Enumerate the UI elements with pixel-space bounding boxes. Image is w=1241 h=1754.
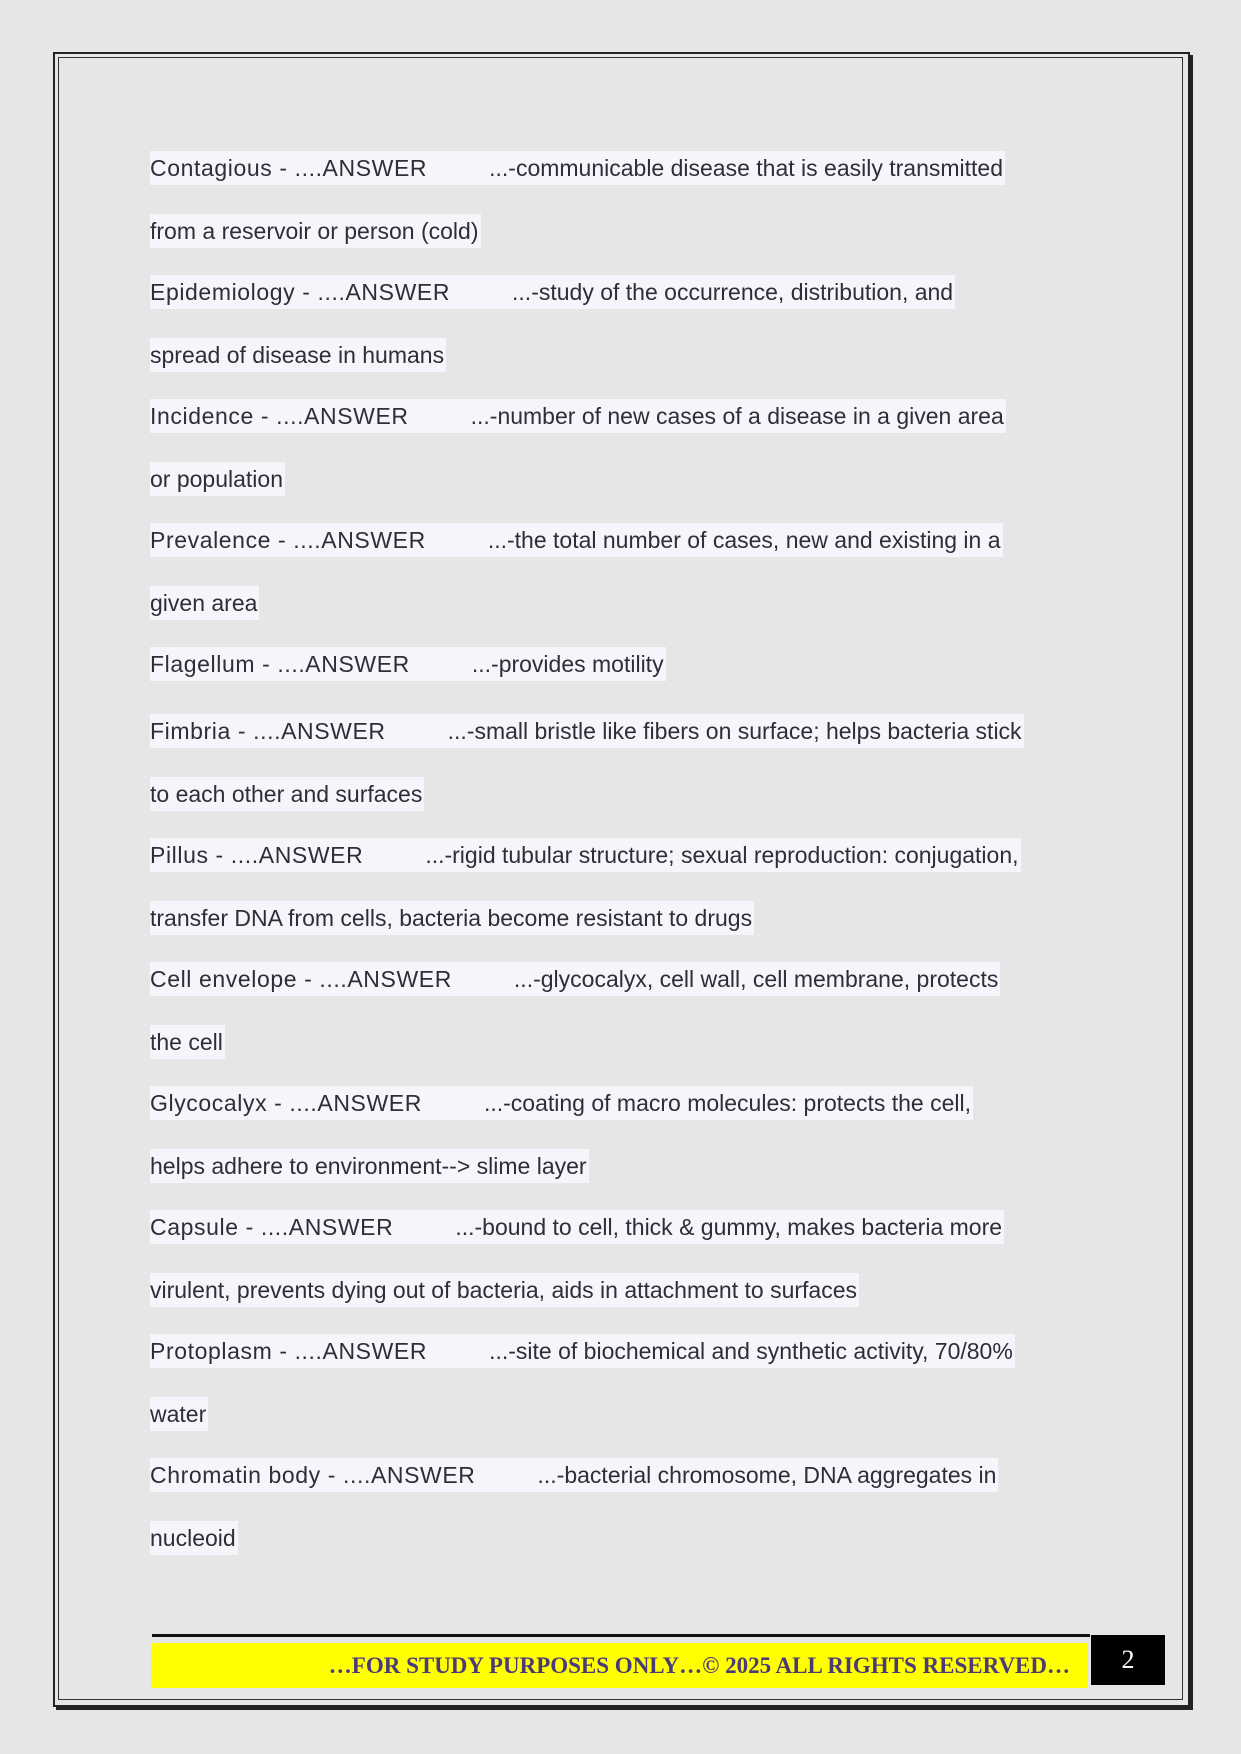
entry-line (150, 1086, 973, 1120)
entry-answer: ...-provides motility (471, 651, 664, 677)
entry-continuation: to each other and surfaces (150, 777, 424, 811)
entry-continuation: or population (150, 462, 285, 496)
page-number: 2 (1091, 1635, 1165, 1685)
entry-line (150, 275, 955, 309)
entry-term: Protoplasm - ....ANSWER (150, 1338, 428, 1364)
entry-line (150, 647, 666, 681)
entry-line (150, 714, 1024, 748)
footer-rule (152, 1634, 1090, 1637)
entry-term: Pillus - ....ANSWER (150, 842, 364, 868)
entry-line (150, 1458, 998, 1492)
entry-answer: ...-coating of macro molecules: protects the cell, (483, 1090, 971, 1116)
entry-line (150, 151, 1005, 185)
entry-term: Glycocalyx - ....ANSWER (150, 1090, 422, 1116)
entry-line (150, 838, 1021, 872)
entry-answer: ...-number of new cases of a disease in a given area (470, 403, 1004, 429)
entry-answer: ...-the total number of cases, new and existing in a (487, 527, 1001, 553)
entry-continuation: spread of disease in humans (150, 338, 446, 372)
entry-line (150, 399, 1006, 433)
entry-term: Prevalence - ....ANSWER (150, 527, 426, 553)
entry-line (150, 1334, 1015, 1368)
entry-answer: ...-rigid tubular structure; sexual reproduction: conjugation, (425, 842, 1019, 868)
entry-answer: ...-study of the occurrence, distribution, and (512, 279, 954, 305)
entry-answer: ...-bound to cell, thick & gummy, makes bacteria more (455, 1214, 1003, 1240)
entry-answer: ...-site of biochemical and synthetic activity, 70/80% (489, 1338, 1013, 1364)
entry-term: Flagellum - ....ANSWER (150, 651, 410, 677)
entry-answer: ...-glycocalyx, cell wall, cell membrane, protects (513, 966, 999, 992)
entry-answer: ...-small bristle like fibers on surface; helps bacteria stick (447, 718, 1022, 744)
entry-term: Capsule - ....ANSWER (150, 1214, 394, 1240)
entry-continuation: nucleoid (150, 1521, 238, 1555)
entry-term: Chromatin body - ....ANSWER (150, 1462, 476, 1488)
entry-continuation: the cell (150, 1025, 225, 1059)
entry-continuation: helps adhere to environment--> slime layer (150, 1149, 589, 1183)
entry-line (150, 962, 1000, 996)
entry-term: Cell envelope - ....ANSWER (150, 966, 452, 992)
entry-term: Incidence - ....ANSWER (150, 403, 409, 429)
entry-term: Fimbria - ....ANSWER (150, 718, 386, 744)
entry-continuation: from a reservoir or person (cold) (150, 214, 481, 248)
footer-banner: …FOR STUDY PURPOSES ONLY…© 2025 ALL RIGHTS RESERVED… (151, 1643, 1088, 1688)
entry-line (150, 1210, 1004, 1244)
entry-continuation: transfer DNA from cells, bacteria become resistant to drugs (150, 901, 754, 935)
entry-continuation: water (150, 1397, 208, 1431)
entry-answer: ...-communicable disease that is easily transmitted (489, 155, 1003, 181)
entry-line (150, 523, 1003, 557)
entry-continuation: virulent, prevents dying out of bacteria, aids in attachment to surfaces (150, 1273, 859, 1307)
entry-answer: ...-bacterial chromosome, DNA aggregates in (537, 1462, 997, 1488)
entry-continuation: given area (150, 586, 259, 620)
entry-term: Contagious - ....ANSWER (150, 155, 428, 181)
entry-term: Epidemiology - ....ANSWER (150, 279, 451, 305)
